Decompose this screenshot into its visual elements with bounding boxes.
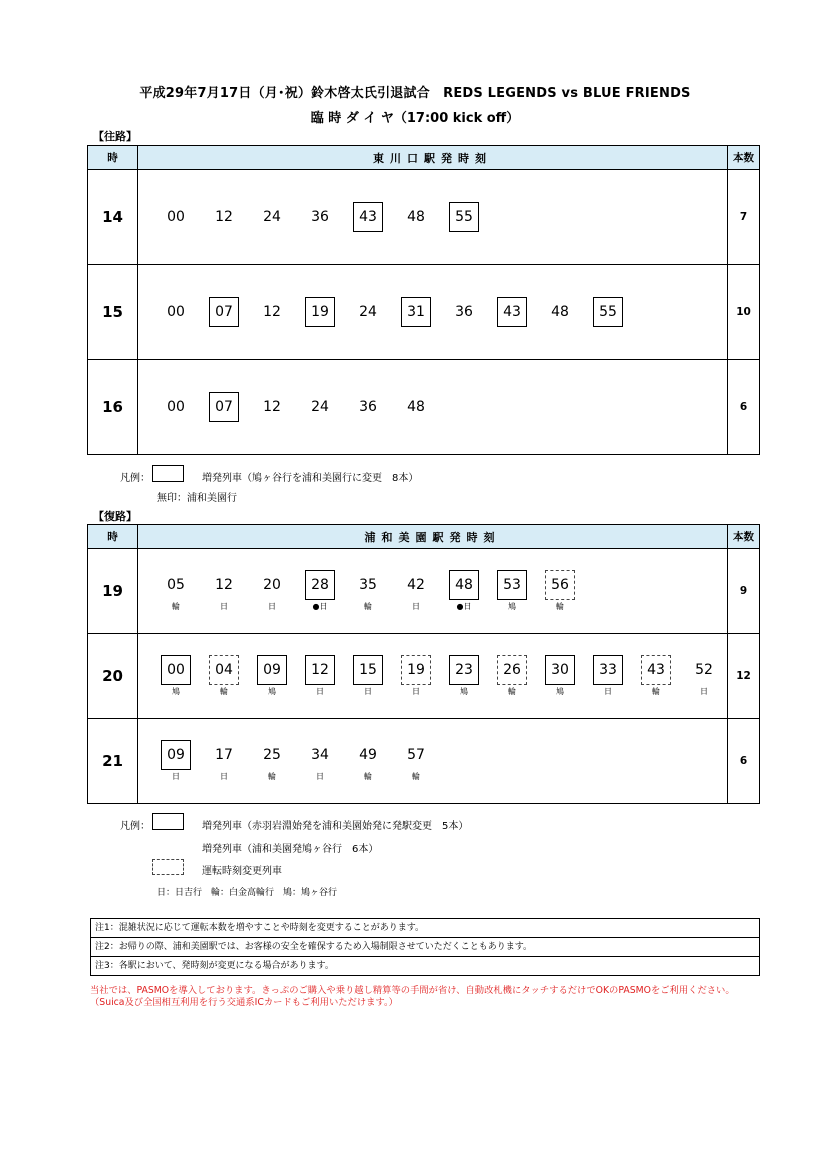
departure [584, 297, 632, 327]
departure-minute: 07 [209, 392, 239, 422]
count-cell: 9 [728, 549, 760, 634]
departure [488, 297, 536, 327]
hour-cell: 16 [88, 360, 138, 455]
outbound-section-label: 【往路】 [93, 130, 137, 143]
departure-minute: 53 [497, 570, 527, 600]
legend-boxed-desc-1: 増発列車（赤羽岩淵始発を浦和美園始発に発駅変更 5本） [202, 821, 469, 832]
departure-destination: 輪 [364, 772, 372, 781]
legend-boxed-desc: 増発列車（鳩ヶ谷行を浦和美園行に変更 8本） [202, 473, 419, 484]
hour-cell: 21 [88, 719, 138, 804]
departure-destination: 日 [316, 687, 324, 696]
departure-minute: 28 [305, 570, 335, 600]
departure-minute: 24 [263, 209, 281, 225]
departure-minute: 55 [449, 202, 479, 232]
departure [296, 655, 344, 697]
departure-destination: 日 [220, 772, 228, 781]
station-column-header: 東川口駅発時刻 [138, 146, 728, 170]
departure [536, 655, 584, 697]
departure-minute: 57 [407, 747, 425, 763]
note-1: 注1：混雑状況に応じて運転本数を増やすことや時刻を変更することがあります。 [91, 919, 759, 938]
departure-minute: 48 [449, 570, 479, 600]
departure-destination: 日 [268, 602, 276, 611]
departure-list [152, 719, 440, 803]
departure-times-cell [138, 360, 728, 455]
departure-minute: 12 [215, 209, 233, 225]
departure-minute: 36 [359, 399, 377, 415]
note-3: 注3：各駅において、発時刻が変更になる場合があります。 [95, 961, 334, 971]
count-column-header: 本数 [728, 146, 760, 170]
departure [200, 297, 248, 327]
departure [344, 740, 392, 782]
departure-destination: 日 [700, 687, 708, 696]
departure [392, 392, 440, 422]
departure-minute: 15 [353, 655, 383, 685]
departure-minute: 48 [407, 399, 425, 415]
departure-destination: 輪 [268, 772, 276, 781]
hour-cell: 14 [88, 170, 138, 265]
departure [248, 297, 296, 327]
departure-destination: ●日 [312, 602, 328, 611]
departure [248, 202, 296, 232]
departure-minute: 05 [167, 577, 185, 593]
departure-destination: 輪 [172, 602, 180, 611]
departure-minute: 00 [161, 655, 191, 685]
departure-destination: 日 [172, 772, 180, 781]
departure-minute: 19 [305, 297, 335, 327]
departure [536, 570, 584, 612]
legend-dotted-desc: 運転時刻変更列車 [202, 866, 282, 877]
departure-minute: 04 [209, 655, 239, 685]
departure [392, 297, 440, 327]
departure-destination: 鳩 [508, 602, 516, 611]
count-column-header: 本数 [728, 525, 760, 549]
departure [680, 655, 728, 697]
departure-minute: 12 [305, 655, 335, 685]
count-cell: 6 [728, 719, 760, 804]
departure-destination: 鳩 [268, 687, 276, 696]
departure [584, 655, 632, 697]
return-section-label: 【復路】 [93, 510, 137, 523]
timetable-row [88, 170, 760, 265]
hour-cell: 19 [88, 549, 138, 634]
departure [296, 740, 344, 782]
departure-minute: 55 [593, 297, 623, 327]
departure [200, 202, 248, 232]
departure-minute: 00 [167, 399, 185, 415]
departure-minute: 24 [311, 399, 329, 415]
pasmo-notice: 当社では、PASMOを導入しております。きっぷのご購入や乗り越し精算等の手間が省け、自動改札機にタッチするだけでOKのPASMOをご利用ください。（Suica及び全国相互利用を行う交通系ICカードもご利用いただけます。） [90, 985, 735, 1008]
departure-list [152, 360, 440, 454]
departure [344, 202, 392, 232]
departure [632, 655, 680, 697]
departure-destination: 日 [412, 687, 420, 696]
station-column-header: 浦和美園駅発時刻 [138, 525, 728, 549]
departure [440, 655, 488, 697]
legend-plain-desc: 無印：浦和美園行 [157, 493, 237, 504]
departure-times-cell [138, 265, 728, 360]
departure [200, 655, 248, 697]
departure [392, 740, 440, 782]
departure-destination: 鳩 [460, 687, 468, 696]
departure-minute: 52 [695, 662, 713, 678]
departure-minute: 23 [449, 655, 479, 685]
count-cell: 10 [728, 265, 760, 360]
legend-boxed-sample [152, 465, 184, 482]
departure-minute: 49 [359, 747, 377, 763]
legend-boxed-sample [152, 813, 184, 830]
departure-minute: 48 [551, 304, 569, 320]
departure [392, 202, 440, 232]
departure-destination: 日 [604, 687, 612, 696]
departure-times-cell [138, 719, 728, 804]
departure [296, 570, 344, 612]
departure [344, 570, 392, 612]
departure-minute: 26 [497, 655, 527, 685]
departure-destination: 輪 [652, 687, 660, 696]
departure-minute: 43 [641, 655, 671, 685]
departure-minute: 00 [167, 304, 185, 320]
departure-minute: 36 [455, 304, 473, 320]
departure [152, 740, 200, 782]
departure [152, 655, 200, 697]
departure-minute: 35 [359, 577, 377, 593]
departure [440, 202, 488, 232]
departure-minute: 42 [407, 577, 425, 593]
departure-minute: 43 [497, 297, 527, 327]
count-cell: 6 [728, 360, 760, 455]
count-cell: 7 [728, 170, 760, 265]
notes-box [90, 918, 760, 976]
departure [296, 297, 344, 327]
departure-destination: 鳩 [172, 687, 180, 696]
outbound-timetable [87, 145, 760, 455]
departure [344, 297, 392, 327]
timetable-row [88, 549, 760, 634]
departure-destination: 輪 [364, 602, 372, 611]
departure [440, 570, 488, 612]
departure-minute: 09 [257, 655, 287, 685]
legend-dotted-sample [152, 859, 184, 875]
departure-destination: 輪 [220, 687, 228, 696]
departure [200, 740, 248, 782]
departure [344, 392, 392, 422]
departure [152, 297, 200, 327]
departure [248, 655, 296, 697]
departure-destination: 輪 [508, 687, 516, 696]
departure [296, 202, 344, 232]
departure-minute: 31 [401, 297, 431, 327]
hour-column-header: 時 [88, 146, 138, 170]
departure [440, 297, 488, 327]
departure-minute: 33 [593, 655, 623, 685]
departure-minute: 30 [545, 655, 575, 685]
departure [200, 392, 248, 422]
departure-minute: 07 [209, 297, 239, 327]
count-cell: 12 [728, 634, 760, 719]
departure-times-cell [138, 634, 728, 719]
departure-destination: 日 [316, 772, 324, 781]
return-timetable [87, 524, 760, 804]
departure-list [152, 170, 488, 264]
departure [248, 740, 296, 782]
departure-destination: 鳩 [556, 687, 564, 696]
departure-destination: 日 [412, 602, 420, 611]
departure-minute: 00 [167, 209, 185, 225]
departure-destination: 日 [220, 602, 228, 611]
legend-abbreviations: 日：日吉行 輪：白金高輪行 鳩：鳩ヶ谷行 [157, 888, 338, 898]
departure-destination: 輪 [556, 602, 564, 611]
departure-minute: 43 [353, 202, 383, 232]
departure-times-cell [138, 170, 728, 265]
departure-minute: 17 [215, 747, 233, 763]
departure [296, 392, 344, 422]
departure-destination: ●日 [456, 602, 472, 611]
departure [200, 570, 248, 612]
departure [152, 392, 200, 422]
page-title: 平成29年7月17日（月･祝）鈴木啓太氏引退試合 REDS LEGENDS vs BLUE FRIENDS [139, 86, 691, 101]
departure [344, 655, 392, 697]
departure [392, 655, 440, 697]
departure-minute: 20 [263, 577, 281, 593]
departure-minute: 34 [311, 747, 329, 763]
departure-minute: 19 [401, 655, 431, 685]
departure-destination: 輪 [412, 772, 420, 781]
departure [152, 570, 200, 612]
departure [536, 297, 584, 327]
departure-minute: 48 [407, 209, 425, 225]
hour-column-header: 時 [88, 525, 138, 549]
departure-minute: 25 [263, 747, 281, 763]
note-2: 注2：お帰りの際、浦和美園駅では、お客様の安全を確保するため入場制限させていただくこともあります。 [91, 938, 759, 957]
departure-minute: 09 [161, 740, 191, 770]
departure [152, 202, 200, 232]
departure-minute: 12 [263, 304, 281, 320]
legend-boxed-desc-2: 増発列車（浦和美園発鳩ヶ谷行 6本） [202, 844, 379, 855]
timetable-row [88, 719, 760, 804]
departure-times-cell [138, 549, 728, 634]
departure-list [152, 549, 584, 633]
departure-minute: 36 [311, 209, 329, 225]
departure-destination: 日 [364, 687, 372, 696]
departure-minute: 56 [545, 570, 575, 600]
departure-minute: 24 [359, 304, 377, 320]
page-subtitle: 臨 時 ダ イ ヤ（17:00 kick off） [310, 111, 520, 126]
legend-prefix: 凡例： [120, 821, 150, 832]
departure-minute: 12 [215, 577, 233, 593]
departure-list [152, 634, 728, 718]
departure [248, 392, 296, 422]
timetable-row [88, 265, 760, 360]
departure [488, 655, 536, 697]
hour-cell: 20 [88, 634, 138, 719]
departure-list [152, 265, 632, 359]
hour-cell: 15 [88, 265, 138, 360]
departure [248, 570, 296, 612]
timetable-row [88, 360, 760, 455]
departure [392, 570, 440, 612]
timetable-row [88, 634, 760, 719]
departure-minute: 12 [263, 399, 281, 415]
legend-prefix: 凡例： [120, 473, 150, 484]
departure [488, 570, 536, 612]
